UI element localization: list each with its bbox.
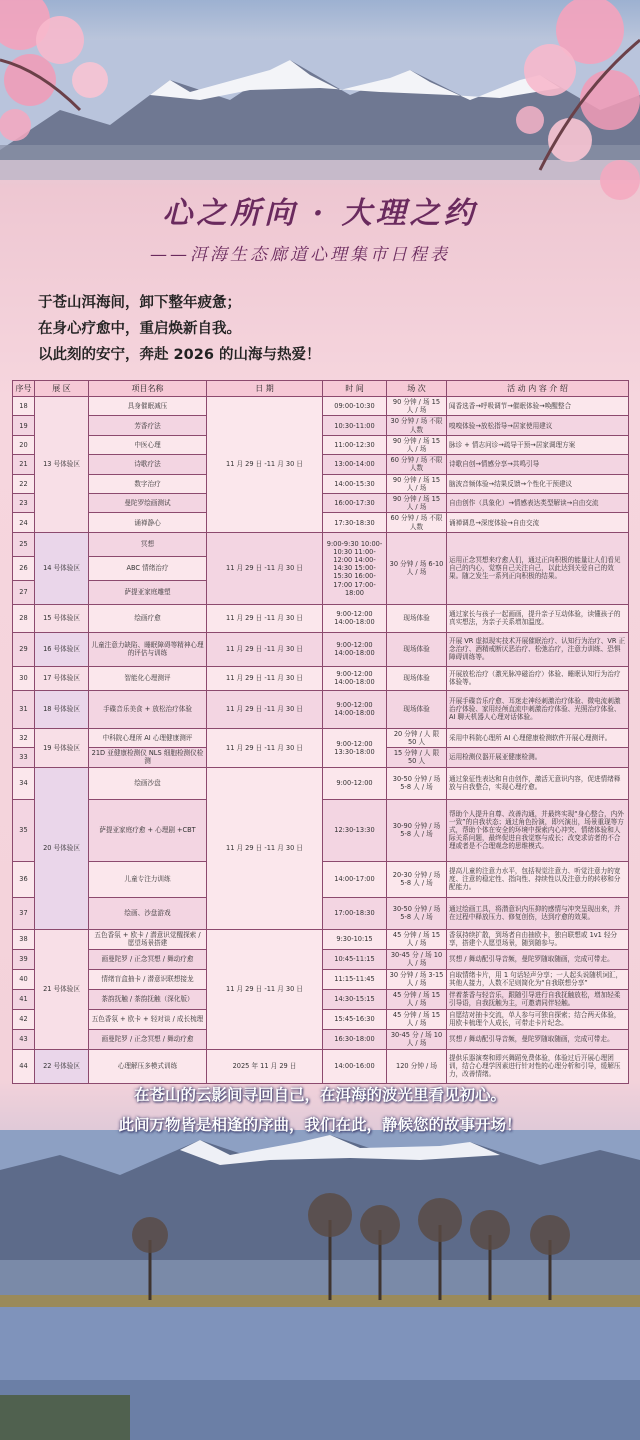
description-cell: 自愿结对抽卡交流，单人参与可独自探索；结合两天体验，用欧卡梳理个人成长，可带走卡片纪念。 bbox=[447, 1009, 629, 1029]
project-name: 绘画、沙盘游戏 bbox=[89, 897, 207, 929]
project-name: 具身催眠减压 bbox=[89, 397, 207, 416]
description-cell: 闻香选香→呼吸调节→催眠体验→唤醒整合 bbox=[447, 397, 629, 416]
project-name: 芳香疗法 bbox=[89, 416, 207, 435]
time-cell: 16:00-17:30 bbox=[323, 494, 387, 513]
row-number: 44 bbox=[13, 1049, 35, 1083]
description-cell: 通过象征性表达和自由创作，激活无意识内容，促进情绪释放与自我整合，实现心理疗愈。 bbox=[447, 767, 629, 799]
session-cell: 现场体验 bbox=[387, 604, 447, 632]
session-cell: 现场体验 bbox=[387, 666, 447, 690]
project-name: 画曼陀罗 / 正念冥想 / 舞动疗愈 bbox=[89, 1029, 207, 1049]
project-name: 情绪盲盒抽卡 / 潜意识联想接龙 bbox=[89, 969, 207, 989]
project-name: 诗歌疗法 bbox=[89, 455, 207, 474]
row-number: 43 bbox=[13, 1029, 35, 1049]
time-cell: 14:00-15:30 bbox=[323, 474, 387, 493]
header-date: 日 期 bbox=[207, 381, 323, 397]
project-name: ABC 情绪治疗 bbox=[89, 556, 207, 580]
zone-cell: 14 号体验区 bbox=[35, 532, 89, 604]
zone-cell: 22 号体验区 bbox=[35, 1049, 89, 1083]
session-cell: 30-50 分钟 / 场 5-8 人 / 场 bbox=[387, 767, 447, 799]
time-cell: 09:00-10:30 bbox=[323, 397, 387, 416]
project-name: 心理解压多模式训练 bbox=[89, 1049, 207, 1083]
header-desc: 活 动 内 容 介 绍 bbox=[447, 381, 629, 397]
date-cell: 11 月 29 日 -11 月 30 日 bbox=[207, 728, 323, 767]
zone-cell: 15 号体验区 bbox=[35, 604, 89, 632]
row-number: 29 bbox=[13, 632, 35, 666]
description-cell: 自由创作（具象化）→情感表达类型解读→自由交流 bbox=[447, 494, 629, 513]
time-cell: 10:45-11:15 bbox=[323, 949, 387, 969]
time-cell: 16:30-18:00 bbox=[323, 1029, 387, 1049]
session-cell: 20 分钟 / 人 限 50 人 bbox=[387, 728, 447, 747]
project-name: 茶韵抚触 / 茶韵抚触（深化版） bbox=[89, 989, 207, 1009]
description-cell: 帮助个人提升自尊、改善沟通，并最终实现“身心整合，内外一致”的自我状态；通过角色扮演，即兴演出，场景重现等方式，帮助个体在安全的环境中探索内心冲突、情绪体验和人际关系问题，最终促进自我觉察与成长；改变求访者的不合理或者是不合理观念的思维模式。 bbox=[447, 799, 629, 861]
table-row bbox=[13, 397, 629, 416]
schedule-table bbox=[12, 380, 629, 1084]
zone-cell: 18 号体验区 bbox=[35, 690, 89, 728]
description-cell: 嗅嗅体验→放松指导→居家使用建议 bbox=[447, 416, 629, 435]
project-name: 绘画沙盘 bbox=[89, 767, 207, 799]
date-cell: 2025 年 11 月 29 日 bbox=[207, 1049, 323, 1083]
session-cell: 20-30 分钟 / 场 5-8 人 / 场 bbox=[387, 861, 447, 897]
row-number: 31 bbox=[13, 690, 35, 728]
intro-line: 在身心疗愈中，重启焕新自我。 bbox=[38, 321, 241, 337]
project-name: 画曼陀罗 / 正念冥想 / 舞动疗愈 bbox=[89, 949, 207, 969]
project-name: 五色香氛 + 欧卡 + 轻对谈 / 成长梳理 bbox=[89, 1009, 207, 1029]
session-cell: 90 分钟 / 场 15 人 / 场 bbox=[387, 435, 447, 454]
date-cell: 11 月 29 日 -11 月 30 日 bbox=[207, 632, 323, 666]
session-cell: 45 分钟 / 场 15 人 / 场 bbox=[387, 989, 447, 1009]
time-cell: 12:30-13:30 bbox=[323, 799, 387, 861]
header-time: 时 间 bbox=[323, 381, 387, 397]
time-cell: 11:15-11:45 bbox=[323, 969, 387, 989]
page-title: 心之所向 · 大理之约 bbox=[162, 196, 478, 231]
time-cell: 10:30-11:00 bbox=[323, 416, 387, 435]
session-cell: 15 分钟 / 人 限 50 人 bbox=[387, 748, 447, 767]
schedule-body bbox=[13, 397, 629, 1084]
project-name: 中科院心理所 AI 心理健康测评 bbox=[89, 728, 207, 747]
table-row bbox=[13, 1049, 629, 1083]
date-cell: 11 月 29 日 -11 月 30 日 bbox=[207, 604, 323, 632]
project-name: 21D 亚健康检测仪 NLS 细胞检测仪检测 bbox=[89, 748, 207, 767]
row-number: 41 bbox=[13, 989, 35, 1009]
description-cell: 开展手碟音乐疗愈、耳迷走神经刺激治疗体验、微电流刺激治疗体验、家用经颅直流申刺激治疗体验、光照治疗体验、AI 聊天机器人心理对话体验。 bbox=[447, 690, 629, 728]
time-cell: 15:45-16:30 bbox=[323, 1009, 387, 1029]
time-cell: 11:00-12:30 bbox=[323, 435, 387, 454]
session-cell: 30-90 分钟 / 场 5-8 人 / 场 bbox=[387, 799, 447, 861]
project-name: 五色香氛 + 欧卡 / 潜意识觉醒探索 / 愿望场景搭建 bbox=[89, 929, 207, 949]
time-cell: 9:00-12:00 bbox=[323, 767, 387, 799]
row-number: 33 bbox=[13, 748, 35, 767]
project-name: 手碟音乐美食 + 放松治疗体验 bbox=[89, 690, 207, 728]
time-cell: 9:00-12:00 14:00-18:00 bbox=[323, 690, 387, 728]
row-number: 27 bbox=[13, 580, 35, 604]
description-cell: 采用中科院心理所 AI 心理健康检测软件开展心理测评。 bbox=[447, 728, 629, 747]
row-number: 23 bbox=[13, 494, 35, 513]
intro-line: 以此刻的安宁，奔赴 2026 的山海与热爱！ bbox=[38, 347, 321, 363]
date-cell: 11 月 29 日 -11 月 30 日 bbox=[207, 532, 323, 604]
closing-line-1: 在苍山的云影间寻回自己，在洱海的波光里看见初心。 bbox=[133, 1086, 506, 1104]
project-name: 萨提亚家庭雕塑 bbox=[89, 580, 207, 604]
session-cell: 90 分钟 / 场 15 人 / 场 bbox=[387, 474, 447, 493]
session-cell: 30 分钟 / 场 6-10 人 / 场 bbox=[387, 532, 447, 604]
description-cell: 诵禅调息→深度体验→自由交流 bbox=[447, 513, 629, 532]
lake-scene bbox=[0, 1130, 640, 1440]
table-row bbox=[13, 929, 629, 949]
project-name: 诵禅静心 bbox=[89, 513, 207, 532]
time-cell: 9:00-12:00 13:30-18:00 bbox=[323, 728, 387, 767]
cherry-blossom-right bbox=[470, 0, 640, 220]
session-cell: 30-45 分 / 场 10 人 / 场 bbox=[387, 949, 447, 969]
description-cell: 提供乐器演奏和即兴舞蹈免费体验，体验过后开展心理团训，结合心理学因素进行针对性的心理分析和引导，缓解压力，改善情绪。 bbox=[447, 1049, 629, 1083]
description-cell: 开展放松治疗（激光脉冲磁治疗）体验、睡眠认知行为治疗体验等。 bbox=[447, 666, 629, 690]
description-cell: 香氛持续扩散，到场者自由抽欧卡，独自联想或 1v1 轻分享，搭建个人愿望场景，随到随参与。 bbox=[447, 929, 629, 949]
intro-line: 于苍山洱海间，卸下整年疲惫； bbox=[38, 295, 241, 311]
description-cell: 通过绘画工具，将潜意识内压抑的感情与冲突呈现出来，并在过程中释放压力、修复创伤，达到疗愈的效果。 bbox=[447, 897, 629, 929]
table-row bbox=[13, 666, 629, 690]
session-cell: 90 分钟 / 场 15 人 / 场 bbox=[387, 494, 447, 513]
description-cell: 脑波音频体验→结果反馈→个性化干预建议 bbox=[447, 474, 629, 493]
description-cell: 脉诊 + 情志问诊→疏导干预→居家调理方案 bbox=[447, 435, 629, 454]
row-number: 20 bbox=[13, 435, 35, 454]
zone-cell: 16 号体验区 bbox=[35, 632, 89, 666]
description-cell: 冥想 / 舞动配引导音频，曼陀罗随取随画，完成可带走。 bbox=[447, 949, 629, 969]
time-cell: 14:00-16:00 bbox=[323, 1049, 387, 1083]
header-zone: 展 区 bbox=[35, 381, 89, 397]
description-cell: 诗歌自创→情感分享→共鸣引导 bbox=[447, 455, 629, 474]
time-cell: 9:00-12:00 14:00-18:00 bbox=[323, 632, 387, 666]
description-cell: 冥想 / 舞动配引导音频，曼陀罗随取随画，完成可带走。 bbox=[447, 1029, 629, 1049]
row-number: 24 bbox=[13, 513, 35, 532]
table-row bbox=[13, 532, 629, 556]
date-cell: 11 月 29 日 -11 月 30 日 bbox=[207, 690, 323, 728]
intro-text bbox=[38, 290, 320, 368]
header-name: 项目名称 bbox=[89, 381, 207, 397]
session-cell: 60 分钟 / 场 不限人数 bbox=[387, 455, 447, 474]
header-no: 序号 bbox=[13, 381, 35, 397]
cherry-blossom-left bbox=[0, 0, 140, 150]
session-cell: 现场体验 bbox=[387, 632, 447, 666]
zone-cell: 19 号体验区 bbox=[35, 728, 89, 767]
project-name: 绘画疗愈 bbox=[89, 604, 207, 632]
row-number: 35 bbox=[13, 799, 35, 861]
table-row bbox=[13, 728, 629, 747]
session-cell: 45 分钟 / 场 15 人 / 场 bbox=[387, 929, 447, 949]
row-number: 42 bbox=[13, 1009, 35, 1029]
session-cell: 现场体验 bbox=[387, 690, 447, 728]
description-cell: 提高儿童的注意力水平，包括视觉注意力、听觉注意力的宽度、注意的稳定性、指向性、持续性以及注意力的转移和分配能力。 bbox=[447, 861, 629, 897]
description-cell: 通过家长与孩子一起画画，提升亲子互动体验，读懂孩子的真实想法，为亲子关系增加温度。 bbox=[447, 604, 629, 632]
row-number: 40 bbox=[13, 969, 35, 989]
description-cell: 伴着茶香与轻音乐，跟随引导进行自我抚触放松，增加轻柔引导语，自我抚触为主，可邀请同伴轻触。 bbox=[447, 989, 629, 1009]
session-cell: 30-50 分钟 / 场 5-8 人 / 场 bbox=[387, 897, 447, 929]
description-cell: 运用正念冥想来疗愈人们，通过正向积极的能量让人们看见自己的内心，觉察自己关注自己，以此达到关爱自己的效果。随之发生一系列正向积极的结果。 bbox=[447, 532, 629, 604]
closing-line-2: 此间万物皆是相逢的序曲，我们在此，静候您的故事开场！ bbox=[118, 1116, 522, 1134]
session-cell: 60 分钟 / 场 不限人数 bbox=[387, 513, 447, 532]
project-name: 曼陀罗绘画测试 bbox=[89, 494, 207, 513]
session-cell: 30 分钟 / 场 3-15 人 / 场 bbox=[387, 969, 447, 989]
row-number: 21 bbox=[13, 455, 35, 474]
table-row bbox=[13, 767, 629, 799]
page-subtitle: ——洱海生态廊道心理集市日程表 bbox=[150, 245, 450, 265]
time-cell: 9:00-12:00 14:00-18:00 bbox=[323, 604, 387, 632]
row-number: 30 bbox=[13, 666, 35, 690]
zone-cell: 13 号体验区 bbox=[35, 397, 89, 533]
row-number: 19 bbox=[13, 416, 35, 435]
row-number: 34 bbox=[13, 767, 35, 799]
table-row bbox=[13, 632, 629, 666]
row-number: 18 bbox=[13, 397, 35, 416]
row-number: 38 bbox=[13, 929, 35, 949]
session-cell: 45 分钟 / 场 15 人 / 场 bbox=[387, 1009, 447, 1029]
table-row bbox=[13, 604, 629, 632]
time-cell: 9:30-10:15 bbox=[323, 929, 387, 949]
project-name: 冥想 bbox=[89, 532, 207, 556]
header-session: 场 次 bbox=[387, 381, 447, 397]
zone-cell: 20 号体验区 bbox=[35, 767, 89, 929]
project-name: 儿童专注力训练 bbox=[89, 861, 207, 897]
description-cell: 开展 VR 虚拟现实技术开展催眠治疗、认知行为治疗、VR 正念治疗、酒精戒断厌恶治疗、松弛治疗，注意力训练、恐惧障碍训练等。 bbox=[447, 632, 629, 666]
row-number: 39 bbox=[13, 949, 35, 969]
project-name: 智能化心理测评 bbox=[89, 666, 207, 690]
row-number: 22 bbox=[13, 474, 35, 493]
project-name: 数字治疗 bbox=[89, 474, 207, 493]
description-cell: 运用检测仪器开展亚健康检测。 bbox=[447, 748, 629, 767]
time-cell: 14:30-15:15 bbox=[323, 989, 387, 1009]
time-cell: 17:30-18:30 bbox=[323, 513, 387, 532]
date-cell: 11 月 29 日 -11 月 30 日 bbox=[207, 929, 323, 1049]
session-cell: 90 分钟 / 场 15 人 / 场 bbox=[387, 397, 447, 416]
row-number: 37 bbox=[13, 897, 35, 929]
time-cell: 14:00-17:00 bbox=[323, 861, 387, 897]
time-cell: 17:00-18:30 bbox=[323, 897, 387, 929]
description-cell: 自取情绪卡片，用 1 句话轻声分享；一人起头说随机词汇，其他人接力，人数不足则简化为“自我联想分享” bbox=[447, 969, 629, 989]
row-number: 36 bbox=[13, 861, 35, 897]
project-name: 萨提亚家庭疗愈 + 心理剧 +CBT bbox=[89, 799, 207, 861]
session-cell: 30-45 分 / 场 10 人 / 场 bbox=[387, 1029, 447, 1049]
table-header-row bbox=[13, 381, 629, 397]
session-cell: 30 分钟 / 场 不限人数 bbox=[387, 416, 447, 435]
date-cell: 11 月 29 日 -11 月 30 日 bbox=[207, 397, 323, 533]
date-cell: 11 月 29 日 -11 月 30 日 bbox=[207, 666, 323, 690]
row-number: 28 bbox=[13, 604, 35, 632]
project-name: 中医心理 bbox=[89, 435, 207, 454]
row-number: 25 bbox=[13, 532, 35, 556]
date-cell: 11 月 29 日 -11 月 30 日 bbox=[207, 767, 323, 929]
zone-cell: 21 号体验区 bbox=[35, 929, 89, 1049]
time-cell: 9:00-9:30 10:00-10:30 11:00-12:00 14:00-14:30 15:00-15:30 16:00-17:00 17:00-18:00 bbox=[323, 532, 387, 604]
table-row bbox=[13, 690, 629, 728]
session-cell: 120 分钟 / 场 bbox=[387, 1049, 447, 1083]
row-number: 26 bbox=[13, 556, 35, 580]
project-name: 儿童注意力缺陷、睡眠障碍等精神心理的评估与训练 bbox=[89, 632, 207, 666]
time-cell: 13:00-14:00 bbox=[323, 455, 387, 474]
zone-cell: 17 号体验区 bbox=[35, 666, 89, 690]
row-number: 32 bbox=[13, 728, 35, 747]
time-cell: 9:00-12:00 14:00-18:00 bbox=[323, 666, 387, 690]
